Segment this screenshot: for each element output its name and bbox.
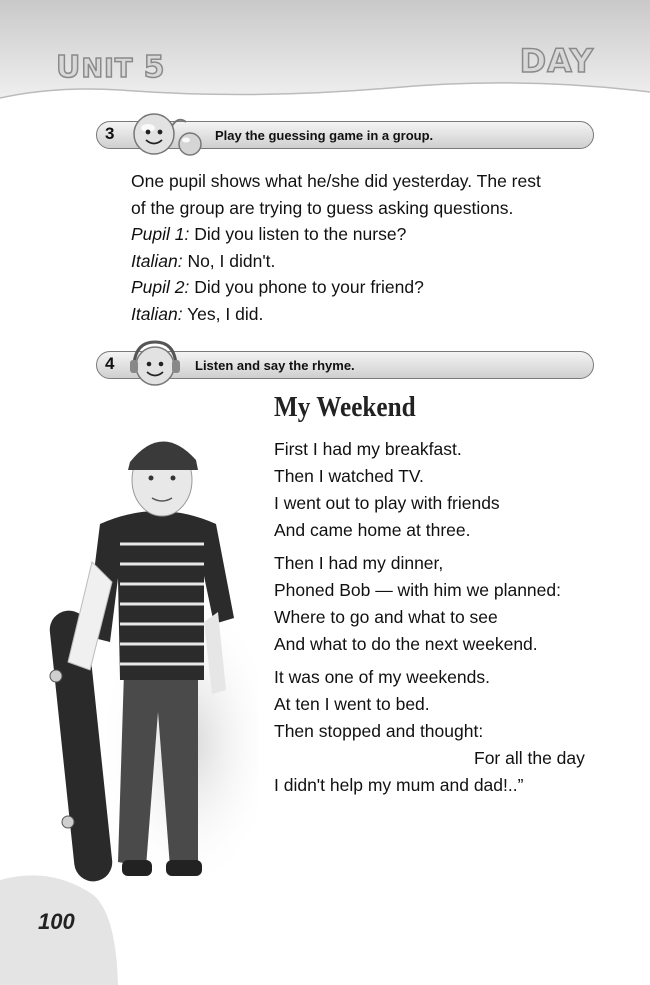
unit-label <box>56 50 165 85</box>
poem-line: Then I had my dinner, <box>274 553 444 573</box>
poem-line: And what to do the next weekend. <box>274 634 538 654</box>
poem-line: Phoned Bob — with him we planned: <box>274 580 561 600</box>
poem-stanza-3 <box>274 664 614 799</box>
unit-label-initial: U <box>56 50 82 85</box>
dialogue-text: Yes, I did. <box>187 303 264 324</box>
poem-stanza-1 <box>274 436 614 544</box>
poem-line: I went out to play with friends <box>274 493 500 513</box>
dialogue-line <box>131 248 601 275</box>
dialogue-text: Did you listen to the nurse? <box>194 224 407 244</box>
smiling-ball-mascot-icon <box>120 108 212 160</box>
dialogue-speaker: Italian: <box>131 303 183 324</box>
dialogue-line <box>131 221 601 248</box>
dialogue-text: No, I didn't. <box>187 250 276 271</box>
task4-instruction: Listen and say the rhyme. <box>195 358 355 373</box>
poem-line: At ten I went to bed. <box>274 694 430 714</box>
poem-line: First I had my breakfast. <box>274 439 462 459</box>
task3-intro-line: One pupil shows what he/she did yesterday. The rest <box>131 171 541 191</box>
poem-line: I didn't help my mum and dad!..” <box>274 775 524 795</box>
dialogue-speaker: Italian: <box>131 250 183 271</box>
poem-line: Then I watched TV. <box>274 466 424 486</box>
dialogue-speaker: Pupil 2: <box>131 277 190 297</box>
unit-label-rest: NIT <box>81 54 134 84</box>
day-label: DAY <box>519 42 594 80</box>
boy-with-skateboard-illustration <box>38 412 258 892</box>
task3-intro-line: of the group are trying to guess asking questions. <box>131 197 514 218</box>
headphones-mascot-icon <box>124 338 186 390</box>
poem-line: For all the day <box>474 748 585 768</box>
task3-text <box>131 168 601 327</box>
task3-number: 3 <box>105 124 115 143</box>
poem-line: Where to go and what to see <box>274 607 498 627</box>
dialogue-text: Did you phone to your friend? <box>194 277 424 297</box>
unit-number: 5 <box>143 50 166 85</box>
dialogue-speaker: Pupil 1: <box>131 224 190 244</box>
poem-stanza-2 <box>274 550 614 658</box>
page-number: 100 <box>38 909 75 934</box>
dialogue-line <box>131 301 601 328</box>
poem-line: Then stopped and thought: <box>274 721 484 741</box>
task4-number: 4 <box>105 354 115 373</box>
poem-line: It was one of my weekends. <box>274 667 490 687</box>
poem-title: My Weekend <box>274 392 416 423</box>
poem-line: And came home at three. <box>274 520 471 540</box>
dialogue-line <box>131 274 601 301</box>
task3-instruction: Play the guessing game in a group. <box>215 128 434 143</box>
